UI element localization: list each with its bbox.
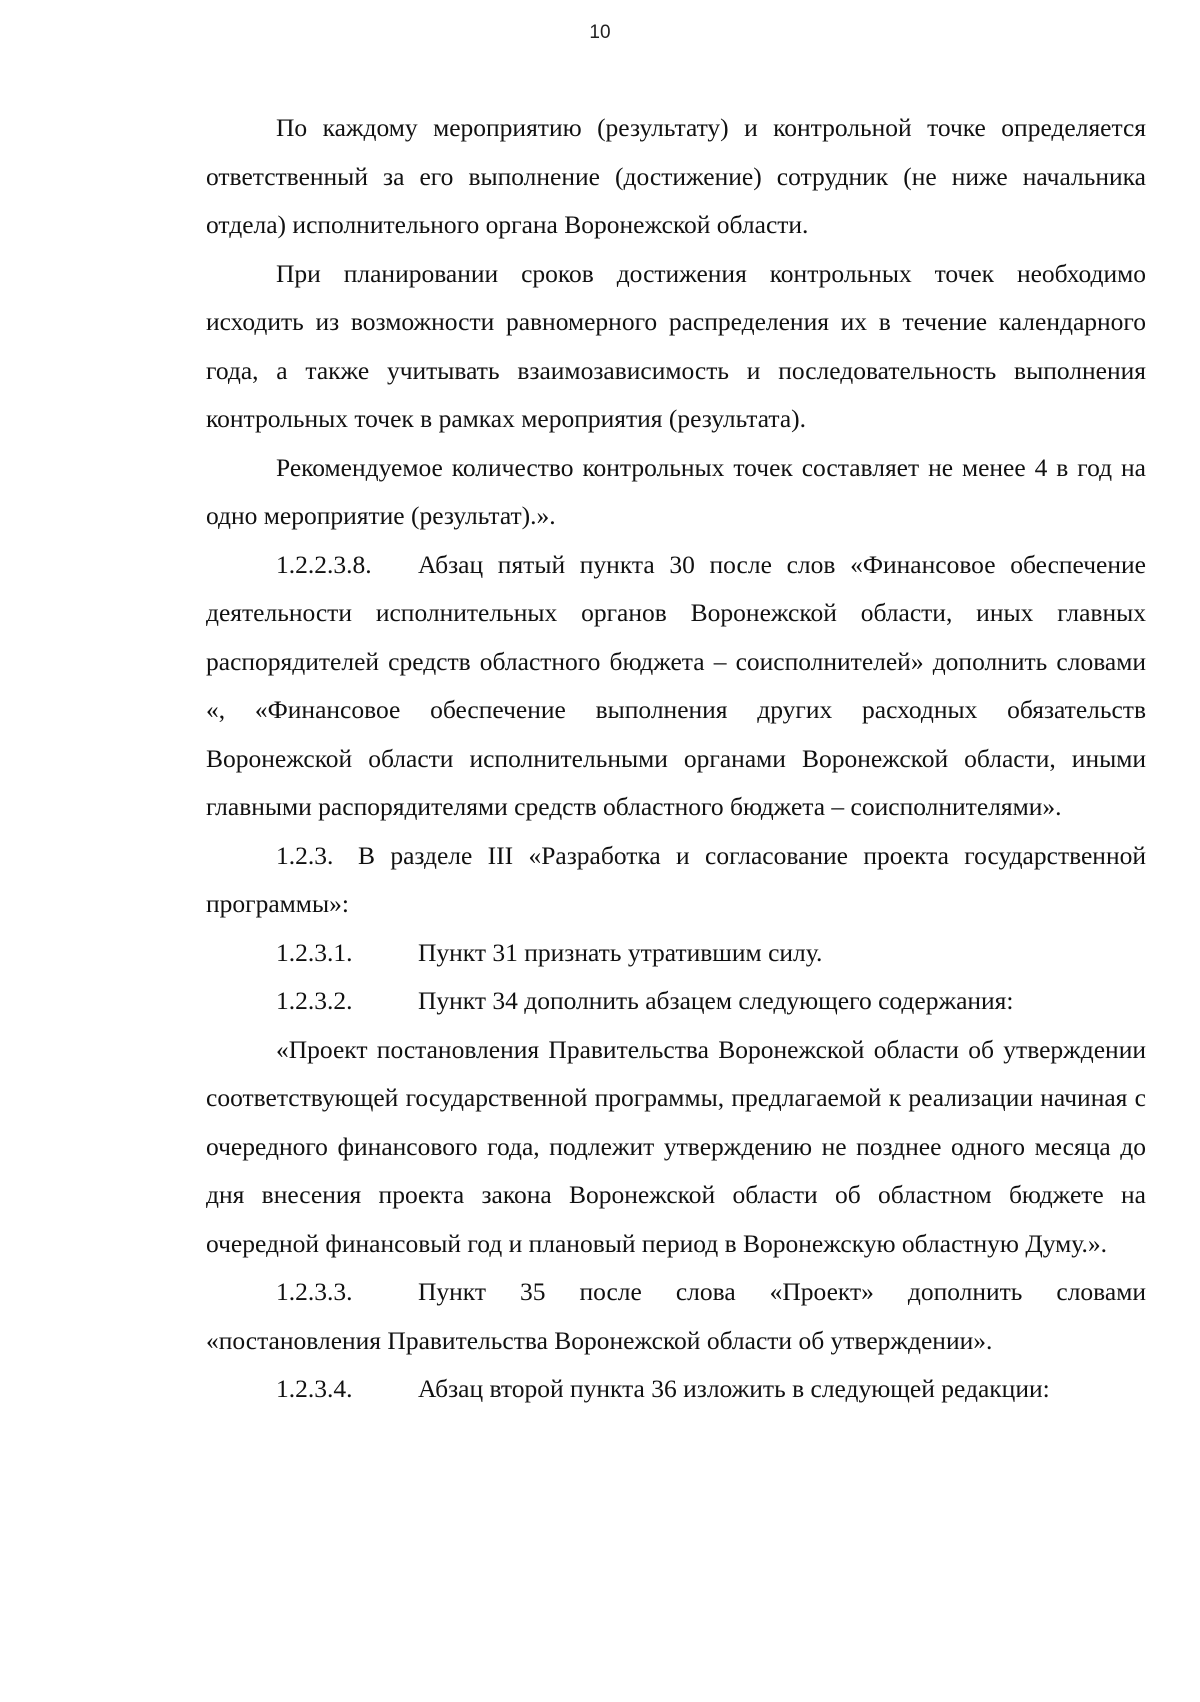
page-number: 10 — [589, 22, 611, 43]
paragraph-responsible-employee: По каждому мероприятию (результату) и контрольной точке определяется ответственный за его выполнение (достижение) сотрудник (не ниже начальника отдела) исполнительного органа Воронежской области. — [206, 113, 1146, 239]
clause-number: 1.2.3.4. — [276, 1374, 353, 1403]
clause-number: 1.2.3.3. — [276, 1277, 353, 1306]
paragraph-control-points-planning: При планировании сроков достижения контрольных точек необходимо исходить из возможности равномерного распределения их в течение календарного года, а также учитывать взаимозависимость и последовательность выполнения контрольных точек в рамках мероприятия (результата). — [206, 258, 1146, 433]
clause-text: Абзац второй пункта 36 изложить в следующей редакции: — [418, 1374, 1050, 1403]
clause-1-2-3-2 — [206, 977, 1146, 1026]
clause-1-2-2-3-8 — [206, 541, 1146, 832]
clause-number: 1.2.2.3.8. — [276, 549, 372, 579]
clause-text: В разделе III «Разработка и согласование проекта государственной программы»: — [206, 840, 1146, 918]
clause-text: Пункт 31 признать утратившим силу. — [418, 937, 823, 967]
paragraph-recommended-count: Рекомендуемое количество контрольных точек составляет не менее 4 в год на одно мероприятие (результат).». — [206, 452, 1146, 530]
clause-1-2-3 — [206, 832, 1146, 929]
clause-1-2-3-4 — [206, 1365, 1146, 1414]
clause-number: 1.2.3.2. — [276, 986, 353, 1015]
clause-1-2-3-3 — [206, 1268, 1146, 1365]
clause-number: 1.2.3.1. — [276, 937, 353, 967]
clause-text: Пункт 35 после слова «Проект» дополнить словами «постановления Правительства Воронежской области об утверждении». — [206, 1277, 1146, 1355]
clause-text: Пункт 34 дополнить абзацем следующего содержания: — [418, 986, 1014, 1015]
document-body — [206, 104, 1146, 1414]
clause-text: Абзац пятый пункта 30 после слов «Финансовое обеспечение деятельности исполнительных органов Воронежской области, иных главных распорядителей средств областного бюджета – соисполнителей» дополнить словами «, «Финансовое обеспечение выполнения других расходных обязательств Воронежской области исполнительными органами Воронежской области, иными главными распорядителями средств областного бюджета – соисполнителями». — [206, 549, 1146, 821]
clause-number: 1.2.3. — [276, 840, 334, 870]
clause-1-2-3-1 — [206, 929, 1146, 978]
paragraph-quoted-amendment: «Проект постановления Правительства Воронежской области об утверждении соответствующей государственной программы, предлагаемой к реализации начиная с очередного финансового года, подлежит утверждению не позднее одного месяца до дня внесения проекта закона Воронежской области об областном бюджете на очередной финансовый год и плановый период в Воронежскую областную Думу.». — [206, 1034, 1146, 1258]
